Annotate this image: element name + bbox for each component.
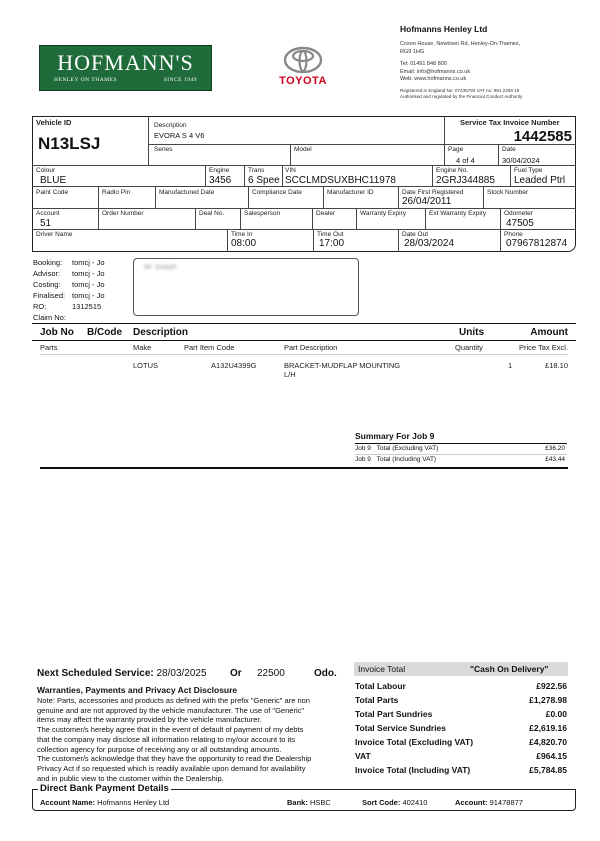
invoice-total-excl-vat-row	[355, 737, 567, 747]
invoice-number: 1442585	[513, 128, 572, 145]
account: 51	[40, 218, 52, 229]
total-service-sundries-row	[355, 723, 567, 733]
costing-label: Costing:	[33, 280, 61, 289]
deal-no-label: Deal No.	[199, 210, 225, 217]
total-label: Total Service Sundries	[355, 723, 447, 733]
vin-label: VIN	[285, 167, 296, 174]
description-label: Description	[154, 122, 187, 129]
job-no-header: Job No	[40, 327, 74, 338]
time-out: 17:00	[319, 238, 345, 249]
invoice-number-label: Service Tax Invoice Number	[460, 118, 560, 127]
fuel-type: Leaded Ptrl	[514, 175, 566, 186]
parts-subheader: Parts	[40, 343, 58, 352]
date-out: 28/03/2024	[404, 238, 455, 249]
total-parts-row	[355, 695, 567, 705]
trans-label: Trans	[248, 167, 265, 174]
company-address-2: RG9 1HG	[400, 48, 425, 55]
invoice-total-incl-vat-row	[355, 765, 567, 775]
bcode-header: B/Code	[87, 327, 122, 338]
booking-label: Booking:	[33, 258, 63, 267]
total-label: Total Labour	[355, 681, 406, 691]
toyota-emblem-icon	[283, 46, 323, 74]
costing: tomcj - Jo	[72, 280, 105, 289]
row-description-2: L/H	[284, 370, 296, 379]
dealer-logo	[39, 45, 212, 91]
total-label: VAT	[355, 751, 371, 761]
summary-job: Job 9	[355, 445, 371, 452]
advisor-label: Advisor:	[33, 269, 61, 278]
summary-title: Summary For Job 9	[355, 431, 435, 441]
engine-no: 2GRJ344885	[436, 175, 495, 186]
bank-label: Bank:	[287, 798, 308, 807]
summary-row	[355, 456, 567, 463]
next-service-odo-label: Odo.	[314, 668, 337, 679]
date-out-label: Date Out	[402, 231, 429, 238]
brand-name: TOYOTA	[279, 75, 327, 87]
time-in: 08:00	[231, 238, 257, 249]
warranty-line: Note: Parts, accessories and products as defined with the prefix "Generic" are non	[37, 696, 310, 705]
total-value: £0.00	[545, 709, 567, 719]
description-header: Description	[133, 327, 189, 338]
warranty-line: Privacy Act if so requested which is readily available upon demand for availability	[37, 763, 306, 773]
units-header: Units	[459, 327, 484, 338]
ext-warranty-expiry-label: Ext Warranty Expiry	[429, 210, 487, 217]
engine: 3456	[209, 175, 232, 186]
customer-address-box	[133, 258, 359, 316]
description: EVORA S 4 V6	[154, 131, 205, 140]
bank-name	[287, 798, 331, 807]
first-registered-label: Date First Registered	[402, 189, 464, 196]
bank-details-title: Direct Bank Payment Details	[40, 783, 169, 794]
warranty-text	[37, 696, 347, 783]
summary-label: Total (Including VAT)	[376, 456, 437, 463]
bank-value: HSBC	[309, 798, 331, 807]
warranty-expiry-label: Warranty Expiry	[360, 210, 406, 217]
vin: SCCLMDSUXBHC11978	[285, 175, 396, 186]
time-in-label: Time In	[231, 231, 253, 238]
finalised: tomcj - Jo	[72, 291, 105, 300]
ro-label: RO:	[33, 302, 47, 311]
phone-label: Phone	[504, 231, 523, 238]
bank-account	[455, 798, 523, 807]
total-label: Invoice Total (Including VAT)	[355, 765, 471, 775]
total-value: £922.56	[536, 681, 567, 691]
stock-number-label: Stock Number	[487, 189, 529, 196]
sort-code-label: Sort Code:	[362, 798, 401, 807]
total-label: Total Parts	[355, 695, 399, 705]
total-labour-row	[355, 681, 567, 691]
total-label: Invoice Total (Excluding VAT)	[355, 737, 474, 747]
model-label: Model	[294, 146, 312, 153]
summary-job: Job 9	[355, 456, 371, 463]
row-description: BRACKET-MUDFLAP MOUNTING	[284, 361, 401, 370]
driver-name-label: Driver Name	[36, 231, 73, 238]
account-name: Hofmanns Henley Ltd	[97, 798, 170, 807]
item-code-subheader: Part Item Code	[184, 343, 235, 352]
account-name-label: Account Name:	[40, 798, 96, 807]
paint-code-label: Paint Code	[36, 189, 69, 196]
total-value: £2,619.16	[529, 723, 567, 733]
page-label: Page	[448, 146, 464, 153]
fuel-type-label: Fuel Type	[514, 167, 543, 174]
company-email: Email: info@hofmanns.co.uk	[400, 68, 471, 75]
next-service-label: Next Scheduled Service:	[37, 668, 154, 679]
total-value: £4,820.70	[529, 737, 567, 747]
trans: 6 Spee	[248, 175, 280, 186]
odometer: 47505	[506, 218, 534, 229]
company-address-1: Coxon House, Newtown Rd, Henley-On-Thames,	[400, 41, 521, 48]
row-quantity: 1	[508, 361, 513, 370]
price-subheader: Price Tax Excl.	[518, 343, 568, 352]
quantity-subheader: Quantity	[455, 343, 483, 352]
engine-no-label: Engine No.	[436, 167, 469, 174]
salesperson-label: Salesperson	[244, 210, 281, 217]
vat-row	[355, 751, 567, 761]
phone: 07967812874	[506, 238, 568, 249]
total-value: £5,784.85	[529, 765, 567, 775]
advisor: tomcj - Jo	[72, 269, 105, 278]
manufacturer-id-label: Manufacturer ID	[327, 189, 374, 196]
row-price: £18.10	[545, 361, 568, 370]
time-out-label: Time Out	[317, 231, 344, 238]
series-label: Series	[154, 146, 173, 153]
ro-number: 1312515	[72, 302, 102, 311]
dealer-logo-since: SINCE 1949	[163, 77, 197, 83]
page-number: 4 of 4	[456, 156, 475, 165]
warranty-line: The customer/s hereby agree that in the event of default of payment of my debts	[37, 725, 304, 735]
vehicle-id: N13LSJ	[38, 134, 101, 153]
dealer-label: Dealer	[316, 210, 336, 217]
next-service-date: 28/03/2025	[156, 668, 207, 679]
company-reg: Registered in England No: 07235793 VAT no: 991 2208 19	[400, 88, 520, 94]
summary-amount: £43.44	[545, 456, 565, 463]
total-label: Total Part Sundries	[355, 709, 433, 719]
make-subheader: Make	[133, 343, 152, 352]
compliance-date-label: Compliance Date	[252, 189, 302, 196]
next-service-or: Or	[230, 668, 242, 679]
staff-details	[33, 257, 105, 323]
dealer-logo-location: HENLEY ON THAMES	[54, 77, 117, 83]
amount-header: Amount	[530, 327, 568, 338]
warranty-line: The customer/s acknowledge that they have the opportunity to read the Dealership	[37, 754, 312, 764]
toyota-logo	[272, 46, 334, 94]
total-value: £1,278.98	[529, 695, 567, 705]
manufactured-date-label: Manufactured Date	[159, 189, 215, 196]
company-fca: Authorised and regulated by the Financial Conduct Authority	[400, 94, 523, 100]
invoice-total-header	[354, 662, 568, 676]
date-label: Date	[502, 146, 516, 153]
invoice-date: 30/04/2024	[502, 156, 540, 165]
radio-pin-label: Radio Pin	[102, 189, 131, 196]
part-description-subheader: Part Description	[284, 343, 338, 352]
next-service	[37, 668, 337, 679]
company-name: Hofmanns Henley Ltd	[400, 24, 488, 34]
total-part-sundries-row	[355, 709, 567, 719]
sort-code	[362, 798, 427, 807]
row-make: LOTUS	[133, 361, 159, 370]
warranty-line: genuine and are not approved by the vehicle manufacturer. The use of "Generic"	[37, 705, 305, 715]
first-registered: 26/04/2011	[402, 196, 452, 207]
bank-account-name	[40, 798, 169, 807]
payment-terms: "Cash On Delivery"	[470, 664, 549, 674]
sort-code-value: 402410	[402, 798, 428, 807]
warranty-line: collection agency for purpose of receiving any or all outstanding amounts.	[37, 744, 282, 754]
customer-name-redacted: Mr Joseph	[144, 264, 177, 271]
bank-account-label: Account:	[455, 798, 488, 807]
company-tel: Tel: 01491 848 800	[400, 61, 447, 68]
row-part-code: A132U4399G	[211, 361, 257, 370]
total-value: £964.15	[536, 751, 567, 761]
order-number-label: Order Number	[102, 210, 144, 217]
summary-amount: £36.20	[545, 445, 565, 452]
finalised-label: Finalised:	[33, 291, 66, 300]
dealer-logo-name: HOFMANN'S	[57, 50, 194, 75]
account-label: Account	[36, 210, 60, 217]
vehicle-id-label: Vehicle ID	[36, 118, 72, 127]
warranty-line: items may affect the warranty provided by the vehicle manufacturer.	[37, 715, 262, 725]
warranty-line: and in public view to the customer within the Dealership.	[37, 773, 224, 783]
colour-label: Colour	[36, 167, 56, 174]
claim-no-label: Claim No:	[33, 313, 66, 322]
odometer-label: Odometer	[504, 210, 533, 217]
bank-account-value: 91478877	[489, 798, 523, 807]
invoice-total-label: Invoice Total	[358, 664, 406, 674]
summary-label: Total (Excluding VAT)	[376, 445, 439, 452]
company-details	[400, 26, 590, 100]
warranty-title: Warranties, Payments and Privacy Act Disclosure	[37, 685, 238, 695]
booking: tomcj - Jo	[72, 258, 105, 267]
warranty-line: that the company may disclose all information relating to my/our account to its	[37, 734, 296, 744]
next-service-odo: 22500	[257, 668, 285, 679]
company-web: Web: www.hofmanns.co.uk	[400, 76, 467, 83]
engine-label: Engine	[209, 167, 230, 174]
colour: BLUE	[40, 175, 67, 186]
summary-row	[355, 445, 567, 452]
